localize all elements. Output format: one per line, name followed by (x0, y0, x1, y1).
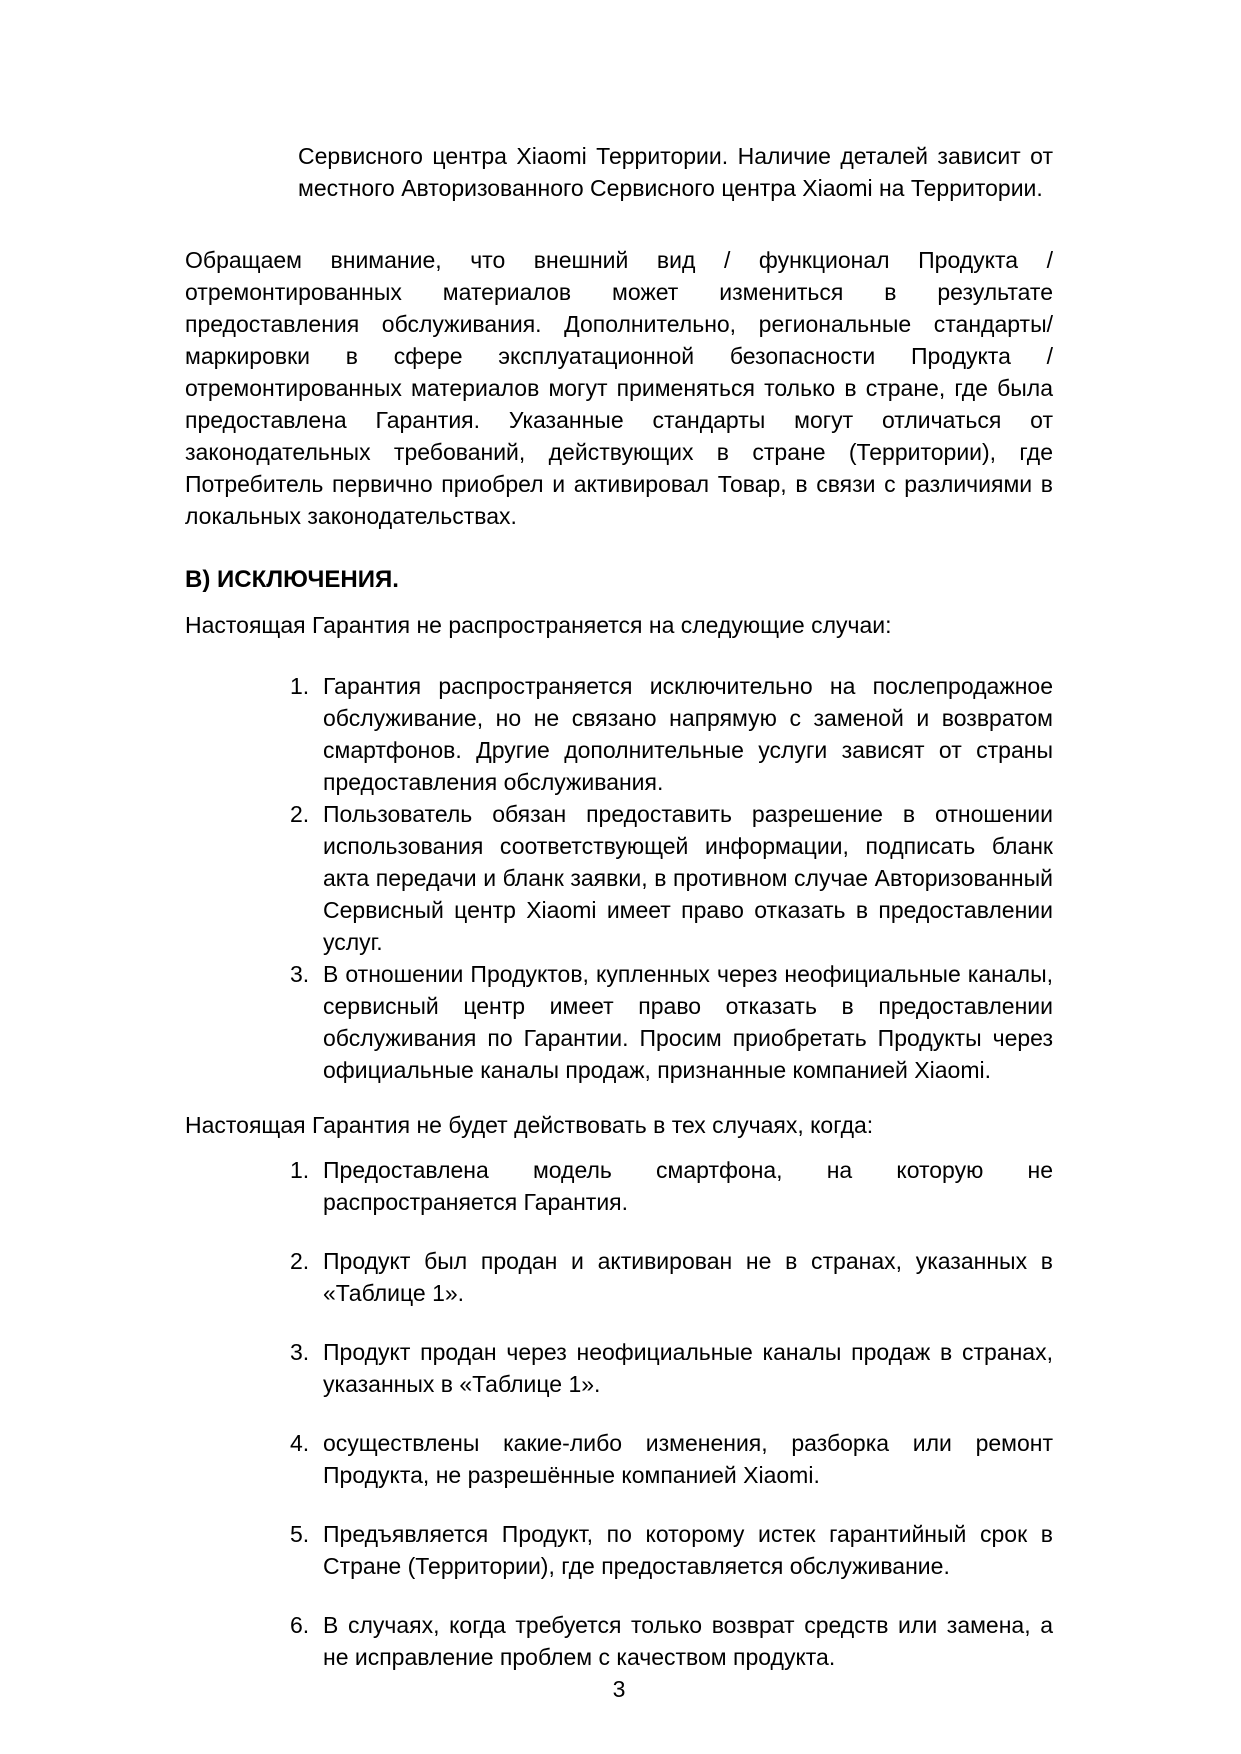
list-item-number: 4. (290, 1430, 310, 1456)
list-item-text: осуществлены какие-либо изменения, разборка или ремонт Продукта, не разрешённые компанией Xiaomi. (323, 1430, 1053, 1488)
list-item (185, 1609, 1053, 1673)
list-item (185, 1245, 1053, 1309)
list-item-text: В случаях, когда требуется только возврат средств или замена, а не исправление проблем с качеством продукта. (323, 1612, 1053, 1670)
list-item-number: 1. (290, 1157, 310, 1183)
list-item (185, 1154, 1053, 1218)
list-item-text: Гарантия распространяется исключительно на послепродажное обслуживание, но не связано напрямую с заменой и возвратом смартфонов. Другие дополнительные услуги зависят от страны предоставления обслуживания. (323, 673, 1053, 795)
list-item (185, 1518, 1053, 1582)
notice-paragraph: Обращаем внимание, что внешний вид / функционал Продукта / отремонтированных материалов может измениться в результате предоставления обслуживания. Дополнительно, региональные стандарты/маркировки в сфере эксплуатационной безопасности Продукта / отремонтированных материалов могут применяться только в стране, где была предоставлена Гарантия. Указанные стандарты могут отличаться от законодательных требований, действующих в стране (Территории), где Потребитель первично приобрел и активировал Товар, в связи с различиями в локальных законодательствах. (185, 247, 1053, 529)
list-item (185, 1427, 1053, 1491)
void-cases-intro: Настоящая Гарантия не будет действовать в тех случаях, когда: (185, 1112, 874, 1138)
list-item-number: 1. (290, 673, 310, 699)
page-number: 3 (612, 1676, 626, 1702)
list-item-number: 3. (290, 1339, 310, 1365)
list-item-text: Продукт продан через неофициальные каналы продаж в странах, указанных в «Таблице 1». (323, 1339, 1053, 1397)
list-item-text: Предъявляется Продукт, по которому истек гарантийный срок в Стране (Территории), где предоставляется обслуживание. (323, 1521, 1053, 1579)
list-item (185, 1336, 1053, 1400)
list-item-text: Продукт был продан и активирован не в странах, указанных в «Таблице 1». (323, 1248, 1053, 1306)
list-item-number: 6. (290, 1612, 310, 1638)
list-item (185, 670, 1053, 798)
list-item (185, 798, 1053, 958)
list-item-number: 3. (290, 961, 310, 987)
void-cases-list (185, 1154, 1053, 1673)
list-item-number: 2. (290, 801, 310, 827)
list-item (185, 958, 1053, 1086)
exclusions-intro: Настоящая Гарантия не распространяется на следующие случаи: (185, 612, 892, 638)
list-item-text: Предоставлена модель смартфона, на которую не распространяется Гарантия. (323, 1157, 1053, 1215)
section-heading-exclusions: В) ИСКЛЮЧЕНИЯ. (185, 566, 399, 593)
list-item-number: 5. (290, 1521, 310, 1547)
list-item-number: 2. (290, 1248, 310, 1274)
list-item-text: В отношении Продуктов, купленных через неофициальные каналы, сервисный центр имеет право отказать в предоставлении обслуживания по Гарантии. Просим приобретать Продукты через официальные каналы продаж, признанные компанией Xiaomi. (323, 961, 1053, 1083)
list-item-text: Пользователь обязан предоставить разрешение в отношении использования соответствующей информации, подписать бланк акта передачи и бланк заявки, в противном случае Авторизованный Сервисный центр Xiaomi имеет право отказать в предоставлении услуг. (323, 801, 1053, 955)
exclusions-list (185, 670, 1053, 1086)
continuation-paragraph: Сервисного центра Xiaomi Территории. Наличие деталей зависит от местного Авторизованного Сервисного центра Xiaomi на Территории. (298, 143, 1053, 201)
